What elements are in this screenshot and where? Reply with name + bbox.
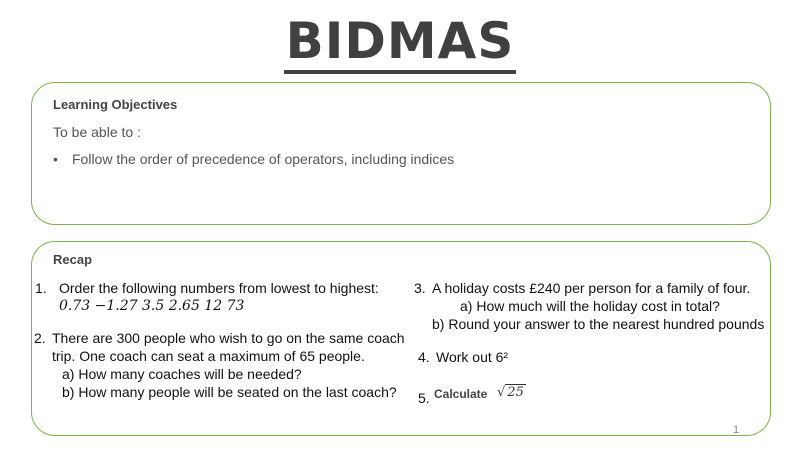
q3-text: A holiday costs £240 per person for a family of four.	[432, 280, 751, 296]
q3-part-b: b) Round your answer to the nearest hundred pounds	[432, 316, 765, 332]
q1-label: 1.	[35, 280, 47, 296]
q3-label: 3.	[414, 280, 426, 296]
recap-heading: Recap	[53, 252, 93, 267]
q5-label: 5.	[418, 390, 430, 406]
square-root-expression: √ 25	[497, 385, 524, 400]
q2-part-a: a) How many coaches will be needed?	[62, 366, 302, 382]
objective-item: Follow the order of precedence of operators, including indices	[72, 151, 455, 167]
objectives-intro: To be able to :	[53, 124, 141, 140]
q1-text: Order the following numbers from lowest to highest:	[59, 280, 379, 296]
page-title: BIDMAS	[0, 10, 800, 72]
q5-text: Calculate	[434, 387, 488, 401]
q2-label: 2.	[34, 330, 46, 346]
radicand: 25	[507, 385, 524, 400]
q3-part-a: a) How much will the holiday cost in total?	[460, 298, 720, 314]
bullet-marker: •	[53, 151, 58, 167]
q1-numbers: 0.73 −1.27 3.5 2.65 12 73	[59, 298, 245, 314]
objectives-heading: Learning Objectives	[53, 97, 178, 112]
q2-part-b: b) How many people will be seated on the last coach?	[62, 384, 397, 400]
q4-label: 4.	[418, 349, 430, 365]
q4-text: Work out 6²	[436, 349, 509, 365]
q2-line2: trip. One coach can seat a maximum of 65 people.	[52, 348, 365, 364]
page-number: 1	[733, 424, 740, 436]
q2-line1: There are 300 people who wish to go on the same coach	[52, 330, 405, 346]
